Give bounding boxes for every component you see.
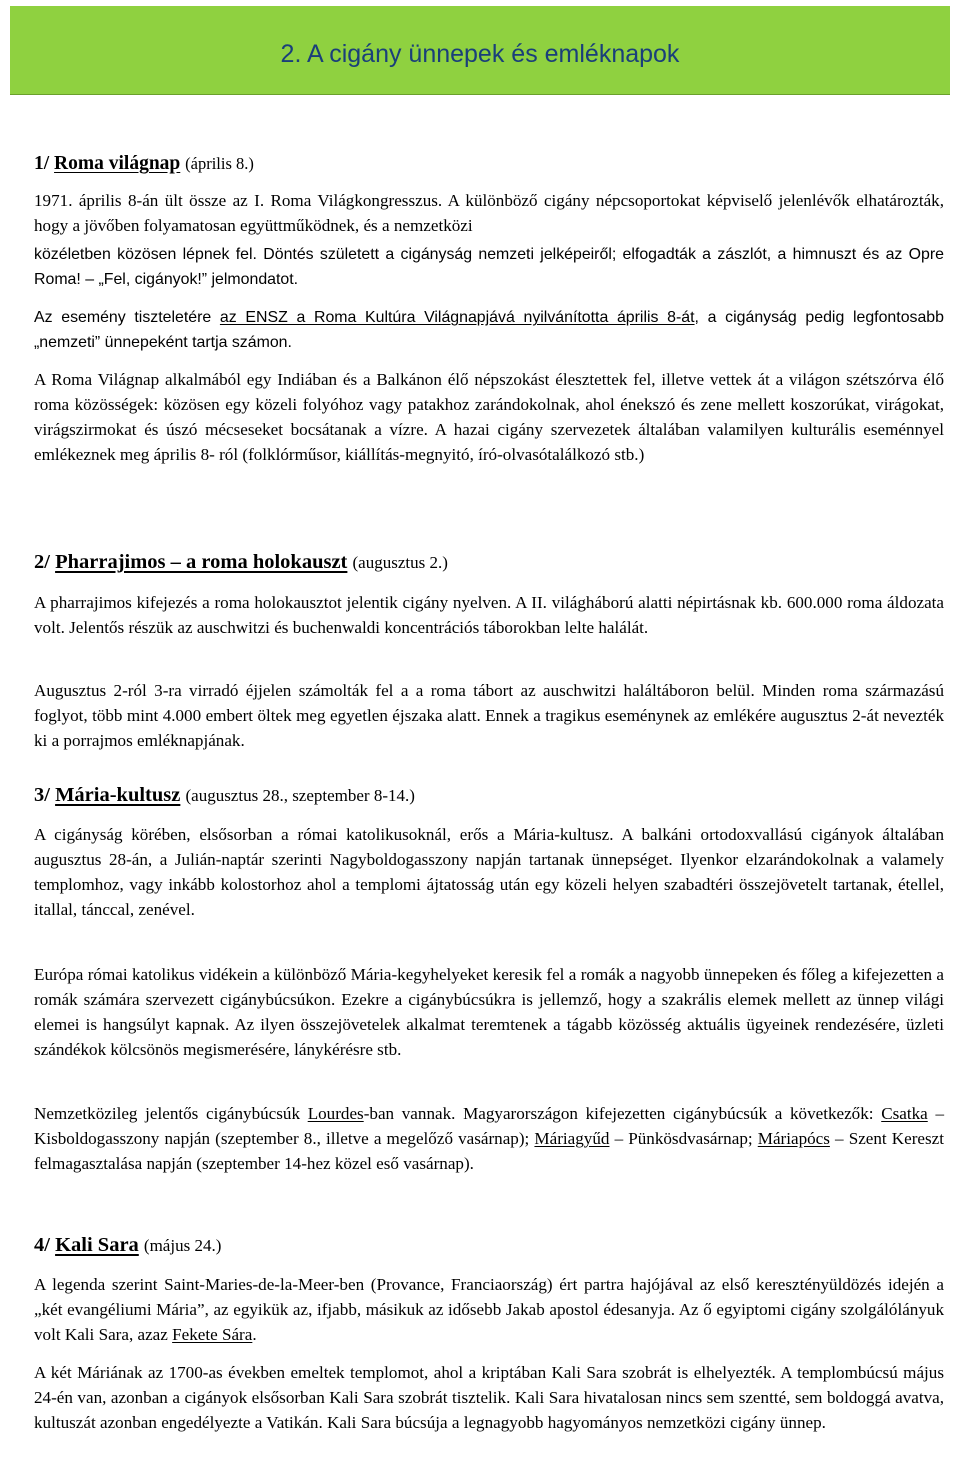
section-heading-4	[34, 1233, 221, 1258]
section-date: (május 24.)	[143, 1236, 222, 1255]
paragraph: A két Máriának az 1700-as években emeltek templomot, ahol a kriptában Kali Sara szobrát is elhelyezték. A templombúcsú május 24-én van, azonban a cigányok elsősorban Kali Sara szobrát tisztelik. Kali Sara hivatalosan nincs sem szentté, sem boldoggá avatva, kultuszát azonban engedélyezte a Vatikán. Kali Sara búcsúja a legnagyobb hagyományos nemzetközi cigány ünnep.	[34, 1363, 944, 1432]
section-date: (augusztus 2.)	[352, 553, 448, 572]
unesco-link[interactable]: az ENSZ a Roma Kultúra Világnapjává nyilvánította április 8-át	[219, 309, 695, 326]
section-heading-1	[34, 152, 254, 176]
section-title[interactable]: Pharrajimos – a roma holokauszt	[55, 551, 348, 573]
section-title[interactable]: Kali Sara	[55, 1234, 139, 1256]
section-date: (augusztus 28., szeptember 8-14.)	[185, 786, 415, 805]
paragraph: Európa római katolikus vidékein a különböző Mária-kegyhelyeket keresik fel a romák a nagyobb ünnepeken és főleg a kifejezetten a romák számára szervezett cigánybúcsúkon. Ezekre a cigánybúcsúkra is jellemző, hogy a szakrális elemek mellett az ünnep világi elemei is hangsúlyt kapnak. Az ilyen összejövetelek alkalmat teremtenek a tágabb közösség aktuális ügyeinek rendezésére, üzleti szándékok kölcsönös megismerésére, lánykérésre stb.	[34, 965, 944, 1059]
section-number: 4/	[34, 1234, 50, 1256]
paragraph: A pharrajimos kifejezés a roma holokausztot jelentik cigány nyelven. A II. világháború alatti népirtásnak kb. 600.000 roma áldozata volt. Jelentős részük az auschwitzi és buchenwaldi koncentrációs táborokban lelte halálát.	[34, 593, 944, 637]
paragraph: közéletben közösen lépnek fel. Döntés született a cigányság nemzeti jelképeiről; elfogadták a zászlót, a himnuszt és az Opre Roma! – „Fel, cigányok!” jelmondatot.	[34, 246, 944, 288]
paragraph: A Roma Világnap alkalmából egy Indiában és a Balkánon élő népszokást élesztettek fel, illetve vettek át a világon szétszórva élő roma közösségek: közösen egy közeli folyóhoz vagy patakhoz zarándokolnak, ahol énekszó és zene mellett koszorúkat, virágokat, virágszirmokat és úszó mécseseket bocsátanak a vízre. A hazai cigány szervezetek általában valamilyen kulturális eseménnyel emlékeznek meg április 8- ról (folklórműsor, kiállítás-megnyitó, író-olvasótalálkozó stb.)	[34, 370, 944, 464]
title-banner	[10, 6, 950, 95]
link-mariapocs[interactable]: Máriapócs	[757, 1129, 830, 1148]
link-fekete-sara[interactable]: Fekete Sára	[172, 1325, 253, 1344]
paragraph: Az esemény tiszteletére az ENSZ a Roma Kultúra Világnapjává nyilvánította április 8-át, a cigányság pedig legfontosabb „nemzeti” ünnepeként tartja számon.	[34, 309, 944, 351]
link-lourdes[interactable]: Lourdes	[307, 1104, 364, 1123]
paragraph: A cigányság körében, elsősorban a római katolikusoknál, erős a Mária-kultusz. A balkáni ortodoxvallású cigányok általában augusztus 28-án, a Julián-naptár szerinti Nagyboldogasszony napján tartanak ünnepséget. Ilyenkor elzarándokolnak a valamely templomhoz, vagy inkább kolostorhoz ahol a templomi ájtatosság után egy közeli helyen szabadtéri összejövetelt tartanak, étellel, itallal, tánccal, zenével.	[34, 825, 944, 919]
page-title: 2. A cigány ünnepek és emléknapok	[280, 40, 680, 68]
section-heading-2	[34, 550, 448, 575]
section-date: (április 8.)	[185, 154, 254, 173]
link-mariagyud[interactable]: Máriagyűd	[534, 1129, 610, 1148]
paragraph: 1971. április 8-án ült össze az I. Roma Világkongresszus. A különböző cigány népcsoportokat képviselő jelenlévők elhatározták, hogy a jövőben folyamatosan együttműködnek, és a nemzetközi	[34, 191, 944, 235]
paragraph: Augusztus 2-ról 3-ra virradó éjjelen számolták fel a a roma tábort az auschwitzi haláltáboron belül. Minden roma származású foglyot, több mint 4.000 embert öltek meg egyetlen éjszaka alatt. Ennek a tragikus eseménynek az emlékére augusztus 2-át nevezték ki a porrajmos emléknapjának.	[34, 681, 944, 750]
section-title[interactable]: Mária-kultusz	[55, 784, 181, 806]
section-number: 3/	[34, 784, 50, 806]
section-number: 1/	[34, 153, 50, 174]
link-csatka[interactable]: Csatka	[881, 1104, 928, 1123]
paragraph: A legenda szerint Saint-Maries-de-la-Meer-ben (Provance, Franciaország) ért partra hajójával az első keresztényüldözés idején a „két evangéliumi Mária”, az egyikük az, ifjabb, másikuk az idősebb Jakab apostol édesanyja. Az ő egyiptomi cigány szolgálólányuk volt Kali Sara, azaz Fekete Sára.	[34, 1275, 944, 1344]
paragraph: Nemzetközileg jelentős cigánybúcsúk Lourdes-ban vannak. Magyarországon kifejezetten cigánybúcsúk a következők: Csatka – Kisboldogasszony napján (szeptember 8., illetve a megelőző vasárnap); Máriagyűd – Pünkösdvasárnap; Máriapócs – Szent Kereszt felmagasztalása napján (szeptember 14-hez közel eső vasárnap).	[34, 1104, 944, 1173]
section-number: 2/	[34, 551, 50, 573]
section-title[interactable]: Roma világnap	[54, 153, 181, 174]
section-heading-3	[34, 783, 415, 808]
